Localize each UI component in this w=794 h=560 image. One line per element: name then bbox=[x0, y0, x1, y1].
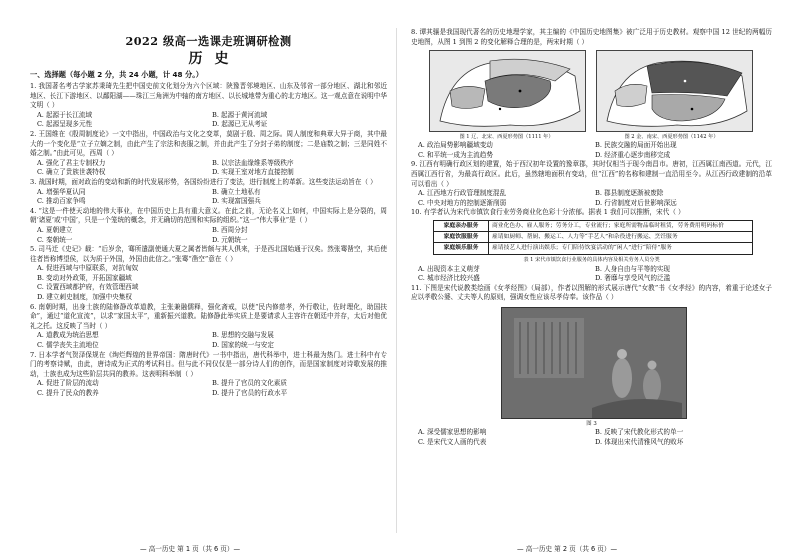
table-cell: 家庭亲办服务 bbox=[434, 220, 489, 231]
option-b[interactable]: B. 思想的交融与发展 bbox=[212, 331, 274, 340]
options bbox=[411, 141, 772, 160]
option-d[interactable]: D. 经济重心逐步南移完成 bbox=[595, 150, 671, 159]
question-4 bbox=[30, 207, 387, 245]
option-a[interactable]: A. 政治局势影响疆域变动 bbox=[418, 141, 493, 150]
question-5 bbox=[30, 245, 387, 303]
map-caption-1: 图 1 辽、北宋、西夏形势图（1111 年） bbox=[459, 134, 554, 141]
map-figure-2 bbox=[596, 50, 753, 132]
options bbox=[411, 265, 772, 284]
exam-title: 2022 级高一选课走班调研检测 bbox=[125, 34, 292, 48]
question-stem: 3. 战国时期，面对政治的变动和新的时代发展形势，各国纷纷进行了变法，进行制度上的革新。这些变法运动旨在（ ） bbox=[30, 177, 377, 186]
map-caption-2: 图 2 金、南宋、西夏形势图（1142 年） bbox=[624, 134, 719, 141]
subject-title: 历史 bbox=[188, 51, 241, 67]
map-figures bbox=[429, 50, 772, 132]
table-row bbox=[434, 220, 753, 231]
question-stem: 1. 我国著名考古学家苏秉琦先生把中国史前文化划分为六个区域：陕豫晋邻境地区、山东及邻省一部分地区、湖北和邻近地区、长江下游地区、以鄱阳湖——珠江三角洲为中轴的南方地区、以长城地带为重心的北方地区。这一观点意在说明中华文明（ ） bbox=[30, 82, 387, 110]
option-d[interactable]: D. 行省制度对后世影响深远 bbox=[595, 198, 677, 207]
page-footer: — 高一历史 第 1 页（共 6 页）— bbox=[140, 545, 241, 553]
options bbox=[30, 111, 387, 130]
option-b[interactable]: B. 民族交融的局面开始出现 bbox=[595, 141, 677, 150]
question-list bbox=[30, 82, 387, 399]
option-b[interactable]: B. 变动对外政策，开拓国家疆域 bbox=[37, 273, 132, 282]
option-c[interactable]: C. 儒学丧失主流地位 bbox=[37, 341, 99, 350]
painting-figure bbox=[501, 307, 687, 419]
option-b[interactable]: B. 以宗法血缘维系等级秩序 bbox=[212, 158, 294, 167]
question-11 bbox=[411, 284, 772, 447]
question-stem: 4. “这是一件使天动地的伟大事业，在中国历史上具有重大意义。在此之前，无论名义上如何，中国实际上是分裂的，周朝‘诸夏’或‘中国’，只是一个笼统的概念，并无确切的范围和实际的组织。”这一“伟大事业”是（ ） bbox=[30, 206, 387, 225]
question-6 bbox=[30, 303, 387, 351]
option-a[interactable]: A. 夏朝建立 bbox=[37, 225, 73, 234]
table-row bbox=[434, 232, 753, 243]
table-cell: 家庭饮服服务 bbox=[434, 232, 489, 243]
option-a[interactable]: A. 道教成为统治思想 bbox=[37, 331, 99, 340]
question-2 bbox=[30, 130, 387, 178]
table-row bbox=[434, 243, 753, 254]
option-a[interactable]: A. 强化了君主专制权力 bbox=[37, 158, 106, 167]
options bbox=[30, 159, 387, 178]
option-d[interactable]: D. 实现王室对地方直接控制 bbox=[212, 168, 294, 177]
options bbox=[30, 226, 387, 245]
question-stem: 8. 谭其骧是我国现代著名的历史地理学家，其主编的《中国历史地图集》被广泛用于历史教材。观察中国 12 世纪的两幅历史地图，从图 1 到图 2 的变化解释合理的是，两宋时期（ ） bbox=[411, 28, 772, 46]
question-stem: 7. 日本学者气贺泽保规在《绚烂辉煌的世界帝国：隋唐时代》一书中指出，唐代科举中，进士科最为热门。进士科中有专门的考察诗赋，由此，唐诗成为正式的考试科目。但与此不同仅仅是一部分诗人们的创作，而是国家制度对诗歌发展的推动，士族也成为这些阶层共同的教养。这表明科举制（ ） bbox=[30, 350, 387, 378]
page-2 bbox=[397, 0, 794, 560]
option-d[interactable]: D. 体现出宋代清雅风气的败坏 bbox=[595, 437, 684, 446]
service-table bbox=[433, 220, 753, 255]
option-a[interactable]: A. 江西地方行政管理制度混乱 bbox=[418, 189, 507, 198]
option-b[interactable]: B. 确立土地私有 bbox=[212, 187, 261, 196]
question-3 bbox=[30, 178, 387, 207]
question-stem: 5. 司马迁《史记》载：“后岁余，骞所遣副使通大夏之属者皆颇与其人俱来，于是西北国始通于汉矣。然张骞凿空，其后使往者皆称博望侯，以为质于外国，外国由此信之。”张骞“凿空”意在（ ） bbox=[30, 245, 387, 263]
option-a[interactable]: A. 深受儒家思想的影响 bbox=[418, 427, 487, 436]
question-stem: 10. 有学者认为宋代市镇饮食行业劳务商业化色彩十分浓郁。据表 1 我们可以推断，宋代（ ） bbox=[411, 208, 685, 217]
options bbox=[411, 428, 772, 447]
options bbox=[30, 379, 387, 398]
option-b[interactable]: B. 人身自由与平等的实现 bbox=[595, 264, 670, 273]
option-a[interactable]: A. 促进了阶层的流动 bbox=[37, 379, 99, 388]
question-10 bbox=[411, 208, 772, 283]
option-b[interactable]: B. 起源于黄河流域 bbox=[212, 110, 268, 119]
table-cell: 商业化色办、雇人服务；劳务分工，专业流行；家庭所需物品临时租赁，劳务费用明码标价 bbox=[489, 220, 753, 231]
question-7 bbox=[30, 351, 387, 399]
options bbox=[30, 188, 387, 207]
question-stem: 9. 江西有明确行政区划的建置，始于西汉初年设置的豫章郡，其时仅相当于现今南昌市。唐初，江西属江南西道。元代，江西属江西行省，为最高行政区。此后，虽然辖地面积有变动，但“江西”的名称和建制一直沿用至今。从江西行政建制的沿革可以看出（ ） bbox=[411, 160, 772, 188]
options bbox=[30, 264, 387, 302]
option-d[interactable]: D. 元朝统一 bbox=[212, 235, 248, 244]
option-b[interactable]: B. 西周分封 bbox=[212, 225, 248, 234]
option-d[interactable]: D. 奢靡与享受风气的泛滥 bbox=[595, 274, 671, 283]
page-footer: — 高一历史 第 2 页（共 6 页）— bbox=[517, 545, 618, 553]
option-d[interactable]: D. 实现富国强兵 bbox=[212, 197, 261, 206]
option-c[interactable]: C. 确立了贵族世袭特权 bbox=[37, 168, 106, 177]
option-c[interactable]: C. 设置西域都护府，有效管理西域 bbox=[37, 283, 139, 292]
option-c[interactable]: C. 和平统一成为主流趋势 bbox=[418, 150, 493, 159]
options bbox=[411, 189, 772, 208]
option-c[interactable]: C. 提升了民众的教养 bbox=[37, 389, 99, 397]
question-1 bbox=[30, 82, 387, 130]
option-c[interactable]: C. 秦朝统一 bbox=[37, 235, 73, 244]
map-figure-1 bbox=[429, 50, 586, 132]
option-c[interactable]: C. 中央对地方的控制逐渐削弱 bbox=[418, 198, 507, 207]
option-a[interactable]: A. 出现资本主义萌芽 bbox=[418, 264, 480, 273]
table-cell: 雇请如厨师、帮厨、搬运工、人力等“手艺人”和杂役进行搬运、烹饪服务 bbox=[489, 232, 753, 243]
question-8 bbox=[411, 28, 772, 160]
option-a[interactable]: A. 起源于长江流域 bbox=[37, 110, 93, 119]
table-cell: 雇请技艺人进行演出娱乐；专门陪侍饮宴活动的“闲人”进行“陪侍”服务 bbox=[489, 243, 753, 254]
options bbox=[30, 331, 387, 350]
table-cell: 家庭娱乐服务 bbox=[434, 243, 489, 254]
option-a[interactable]: A. 促进西域与中原联系，对抗匈奴 bbox=[37, 264, 139, 273]
option-d[interactable]: D. 国家的统一与安定 bbox=[212, 341, 274, 350]
table-caption: 表 1 宋代市镇饮食行业服务的具体内容及相关劳务人员分类 bbox=[523, 256, 660, 263]
option-c[interactable]: C. 是宋代文人画的代表 bbox=[418, 437, 487, 446]
option-b[interactable]: B. 反映了宋代教化形式的单一 bbox=[595, 427, 684, 436]
option-c[interactable]: C. 推动百家争鸣 bbox=[37, 197, 86, 206]
question-stem: 6. 南朝时期，出身士族的陆修静改革道教，主张兼融儒释，强化斋戒，以使“民内修慈孝，外行敬让，佐时理化，助国扶命”，通过“道化宣流”，以求“家国太平”，重新振兴道教。陆修静此举实质上是要请求人主容许在朝廷中并存，太后对他优礼之托。这反映了当时（ ） bbox=[30, 302, 387, 330]
section-heading: 一、选择题（每小题 2 分，共 24 小题，计 48 分。） bbox=[30, 70, 203, 79]
question-stem: 2. 王国维在《殷周制度论》一文中指出，中国政治与文化之变革，莫剧于殷、周之际。周人制度和典章大异于商，其中最大的一个变化是“立子立嫡之制，由此产生了宗法和丧服之制，并由此产生了分封子弟的制度；二是庙数之制；三是同姓不婚之制。”由此可见，西周（ ） bbox=[30, 129, 387, 158]
option-b[interactable]: B. 郡县制度逐渐被废除 bbox=[595, 189, 664, 198]
map-captions bbox=[429, 133, 772, 141]
question-stem: 11. 下图是宋代说教类绘画《女孝经图》（局部），作者以图解的形式展示唐代“女教”书《女孝经》的内容，着重于论述女子应以孝敬公婆、丈夫等人的原则，强调女性应该尽孝侍奉。该作品（ ） bbox=[411, 283, 772, 302]
option-b[interactable]: B. 提升了官员的文化素质 bbox=[212, 379, 287, 388]
option-d[interactable]: D. 建立刺史制度，加强中央集权 bbox=[37, 293, 132, 302]
option-d[interactable]: D. 起源已无从考证 bbox=[212, 120, 268, 129]
figure-caption: 图 3 bbox=[586, 420, 597, 427]
option-a[interactable]: A. 增强华夏认同 bbox=[37, 187, 86, 196]
option-d[interactable]: D. 提升了官员的行政水平 bbox=[212, 389, 288, 397]
option-c[interactable]: C. 起源呈现多元性 bbox=[37, 120, 93, 129]
question-9 bbox=[411, 160, 772, 208]
option-c[interactable]: C. 城市经济比较兴盛 bbox=[418, 274, 480, 283]
